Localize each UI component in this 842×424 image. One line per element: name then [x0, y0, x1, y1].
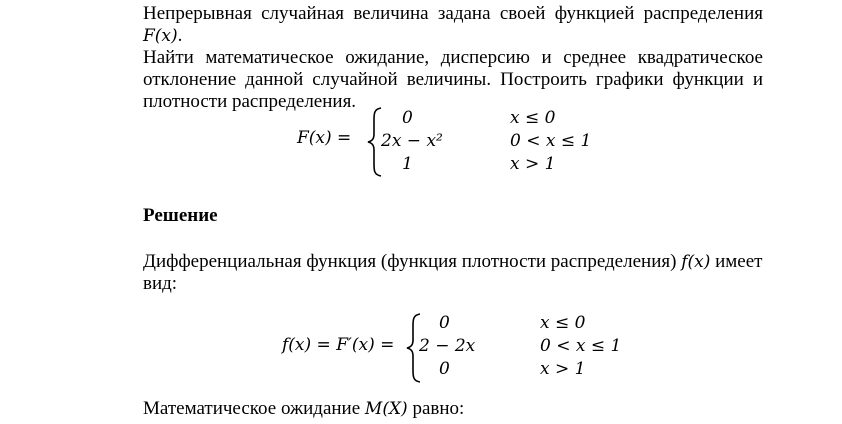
equation1-row2-value: 2x − x² — [381, 131, 443, 151]
problem-line-3: отклонение данной случайной величины. Построить графики функции и — [143, 69, 763, 90]
equation2-row3-value: 0 — [439, 359, 450, 379]
problem-line-4: плотности распределения. — [143, 91, 357, 112]
problem-line-1: Непрерывная случайная величина задана своей функцией распределения F(x). — [143, 3, 763, 46]
problem-line-2: Найти математическое ожидание, дисперсию и среднее квадратическое — [143, 47, 763, 68]
equation2-row2-condition: 0 < x ≤ 1 — [540, 336, 622, 356]
math-f-of-x: f(x) — [681, 252, 711, 272]
expectation-paragraph: Математическое ожидание M(X) равно: — [143, 398, 465, 419]
math-M-of-X: M(X) — [364, 399, 408, 419]
equation1-row2-condition: 0 < x ≤ 1 — [510, 131, 592, 151]
equation2-row1-value: 0 — [439, 313, 450, 333]
equation1-row1-condition: x ≤ 0 — [510, 108, 556, 128]
equation1-lhs: F(x) = — [297, 128, 352, 148]
equation1-row1-value: 0 — [402, 108, 413, 128]
equation2-row3-condition: x > 1 — [540, 359, 586, 379]
equation1-row3-condition: x > 1 — [510, 154, 556, 174]
equation2-row2-value: 2 − 2x — [419, 336, 476, 356]
solution-heading: Решение — [143, 205, 218, 226]
equation2-row1-condition: x ≤ 0 — [540, 313, 586, 333]
equation1-row3-value: 1 — [402, 154, 413, 174]
math-F-of-x: F(x) — [143, 26, 178, 46]
problem-statement — [143, 3, 763, 113]
equation2-lhs: f(x) = F′(x) = — [282, 335, 395, 355]
density-paragraph: Дифференциальная функция (функция плотности распределения) f(x) имеет вид: — [143, 251, 763, 294]
